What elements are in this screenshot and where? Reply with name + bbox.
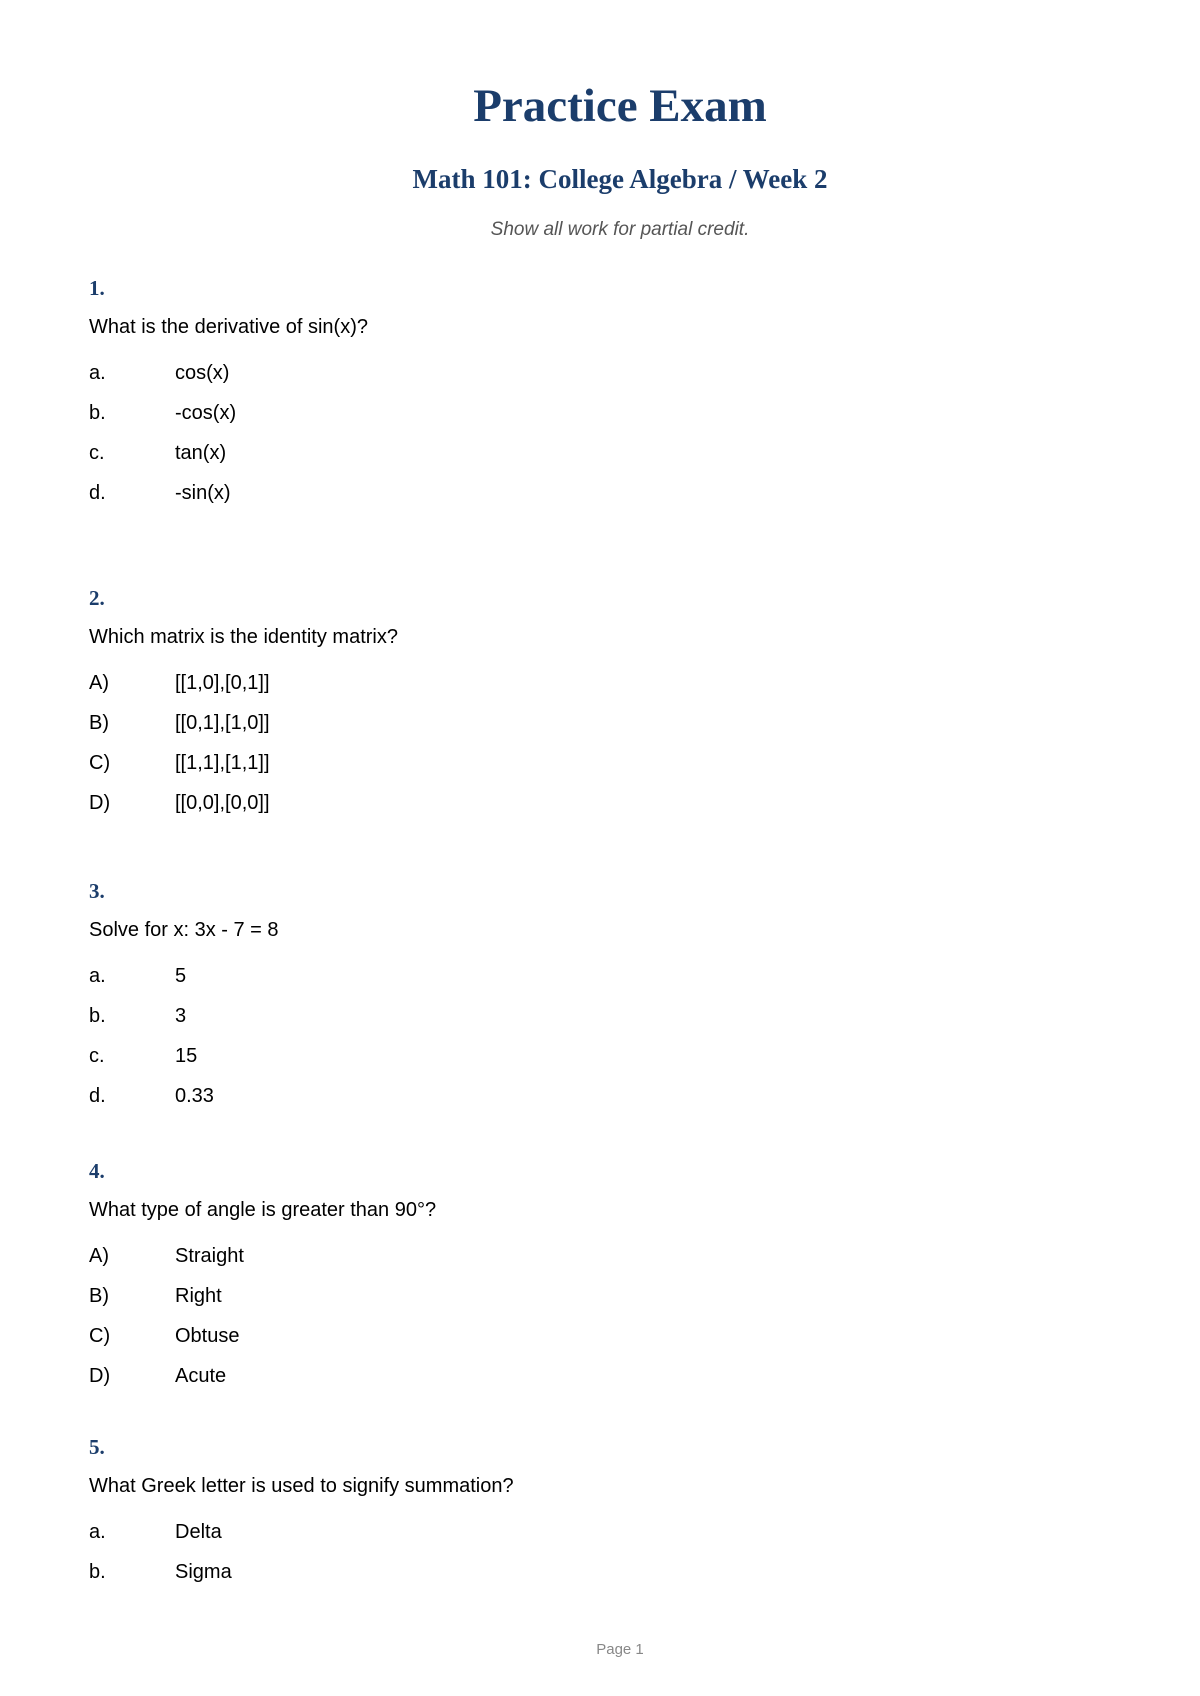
option-letter: A) (89, 672, 109, 694)
question-1 (89, 274, 1089, 519)
option-value: [[0,1],[1,0]] (175, 712, 270, 734)
option-item (89, 399, 1089, 439)
instructions-text: Show all work for partial credit. (490, 219, 750, 240)
option-value: [[1,1],[1,1]] (175, 752, 270, 774)
option-letter: C) (89, 1325, 111, 1347)
option-value: Delta (175, 1521, 222, 1543)
option-letter: A) (89, 1245, 109, 1267)
option-list (89, 1518, 1089, 1598)
option-value: -sin(x) (175, 482, 231, 504)
option-list (89, 962, 1089, 1122)
option-item (89, 962, 1089, 1002)
option-item (89, 1042, 1089, 1082)
option-value: Right (175, 1285, 222, 1307)
option-item (89, 1282, 1089, 1322)
option-value: 0.33 (175, 1085, 214, 1107)
page-title: Practice Exam (473, 80, 767, 132)
question-3 (89, 877, 1089, 1122)
option-list (89, 1242, 1089, 1402)
option-item (89, 789, 1089, 829)
option-item (89, 1322, 1089, 1362)
option-item (89, 479, 1089, 519)
question-text: What is the derivative of sin(x)? (89, 316, 368, 338)
option-letter: a. (89, 1521, 106, 1543)
option-item (89, 1518, 1089, 1558)
page-subtitle: Math 101: College Algebra / Week 2 (412, 164, 828, 194)
question-number: 4. (89, 1159, 105, 1183)
option-item (89, 359, 1089, 399)
question-number: 1. (89, 276, 105, 300)
option-letter: d. (89, 1085, 106, 1107)
option-letter: c. (89, 442, 105, 464)
option-item (89, 1362, 1089, 1402)
option-item (89, 1558, 1089, 1598)
option-value: 3 (175, 1005, 187, 1027)
option-value: Straight (175, 1245, 244, 1267)
option-value: tan(x) (175, 442, 227, 464)
option-value: 5 (175, 965, 187, 987)
option-item (89, 709, 1089, 749)
question-text: Solve for x: 3x - 7 = 8 (89, 919, 279, 941)
question-2 (89, 584, 1089, 829)
option-letter: D) (89, 1365, 111, 1387)
option-value: -cos(x) (175, 402, 237, 424)
option-letter: b. (89, 1005, 106, 1027)
option-item (89, 1002, 1089, 1042)
question-number: 5. (89, 1435, 105, 1459)
option-letter: B) (89, 712, 109, 734)
option-letter: a. (89, 362, 106, 384)
option-list (89, 359, 1089, 519)
option-value: Obtuse (175, 1325, 240, 1347)
option-item (89, 439, 1089, 479)
option-letter: C) (89, 752, 111, 774)
question-text: What Greek letter is used to signify summation? (89, 1475, 514, 1497)
page-number: Page 1 (596, 1641, 644, 1658)
option-item (89, 749, 1089, 789)
question-number: 3. (89, 879, 105, 903)
option-item (89, 1082, 1089, 1122)
option-letter: B) (89, 1285, 109, 1307)
option-item (89, 669, 1089, 709)
option-value: 15 (175, 1045, 198, 1067)
option-letter: a. (89, 965, 106, 987)
option-letter: d. (89, 482, 106, 504)
question-4 (89, 1157, 1089, 1402)
question-number: 2. (89, 586, 105, 610)
question-text: What type of angle is greater than 90°? (89, 1199, 437, 1221)
option-letter: b. (89, 402, 106, 424)
question-text: Which matrix is the identity matrix? (89, 626, 398, 648)
option-list (89, 669, 1089, 829)
option-value: Acute (175, 1365, 227, 1387)
option-letter: b. (89, 1561, 106, 1583)
option-letter: D) (89, 792, 111, 814)
option-value: [[1,0],[0,1]] (175, 672, 270, 694)
option-value: [[0,0],[0,0]] (175, 792, 270, 814)
option-letter: c. (89, 1045, 105, 1067)
question-5 (89, 1433, 1089, 1598)
option-value: cos(x) (175, 362, 230, 384)
option-item (89, 1242, 1089, 1282)
option-value: Sigma (175, 1561, 232, 1583)
